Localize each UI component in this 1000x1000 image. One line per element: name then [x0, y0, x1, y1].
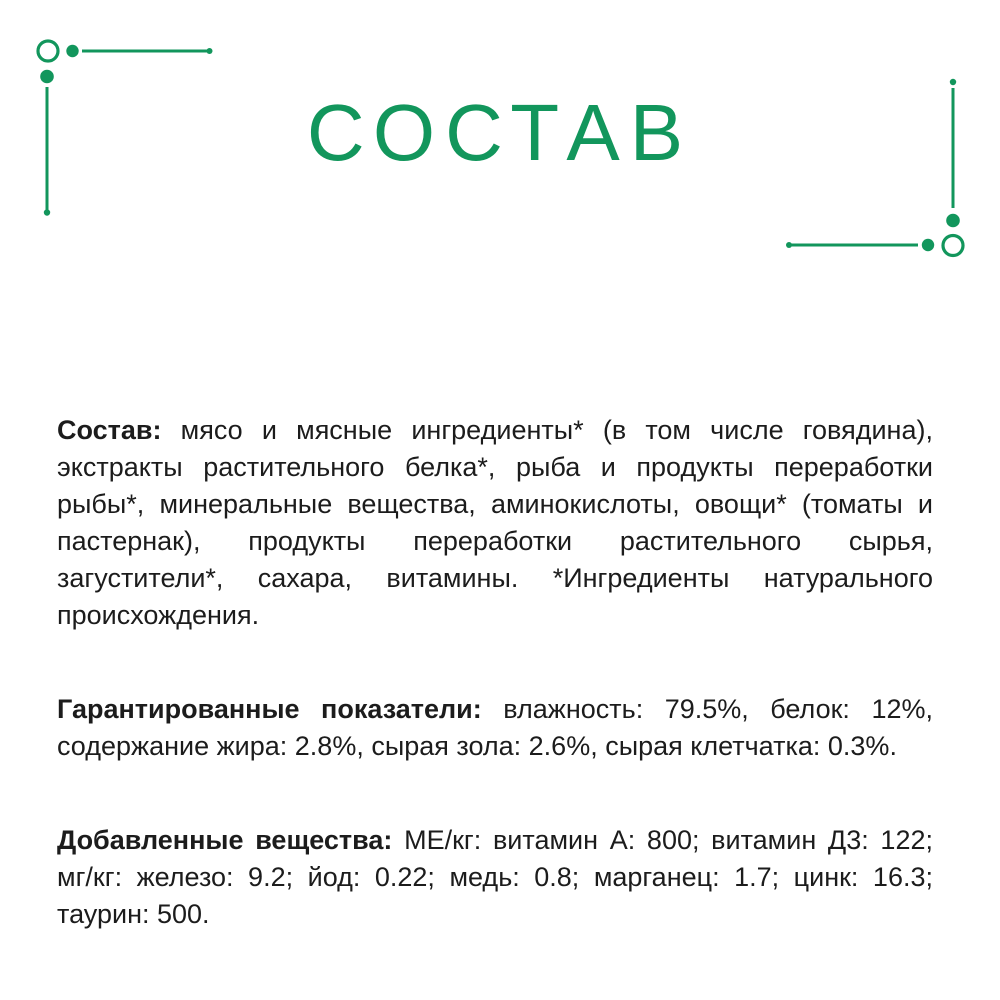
guaranteed-analysis-value: влажность: 79.5%, белок: 12%, содержание жира: 2.8%, сырая зола: 2.6%, сырая клетчатка: 0.3%. — [57, 694, 933, 761]
paragraph-guaranteed-analysis — [57, 691, 933, 765]
composition-value: мясо и мясные ингредиенты* (в том числе говядина), экстракты растительного белка*, рыба и продукты переработки рыбы*, минеральные вещества, аминокислоты, овощи* (томаты и пастернак), продукты переработки растительного сырья, загустители*, сахара, витамины. *Ингредиенты натурального происхождения. — [57, 415, 933, 630]
paragraph-added-substances — [57, 822, 933, 933]
composition-text-block — [57, 412, 933, 933]
added-substances-value: МЕ/кг: витамин А: 800; витамин Д3: 122; мг/кг: железо: 9.2; йод: 0.22; медь: 0.8; марганец: 1.7; цинк: 16.3; таурин: 500. — [57, 825, 933, 929]
page-title: СОСТАВ — [306, 88, 694, 177]
paragraph-composition — [57, 412, 933, 634]
composition-label: Состав: — [57, 415, 162, 445]
added-substances-label: Добавленные вещества: — [57, 825, 393, 855]
guaranteed-analysis-label: Гарантированные показатели: — [57, 694, 482, 724]
